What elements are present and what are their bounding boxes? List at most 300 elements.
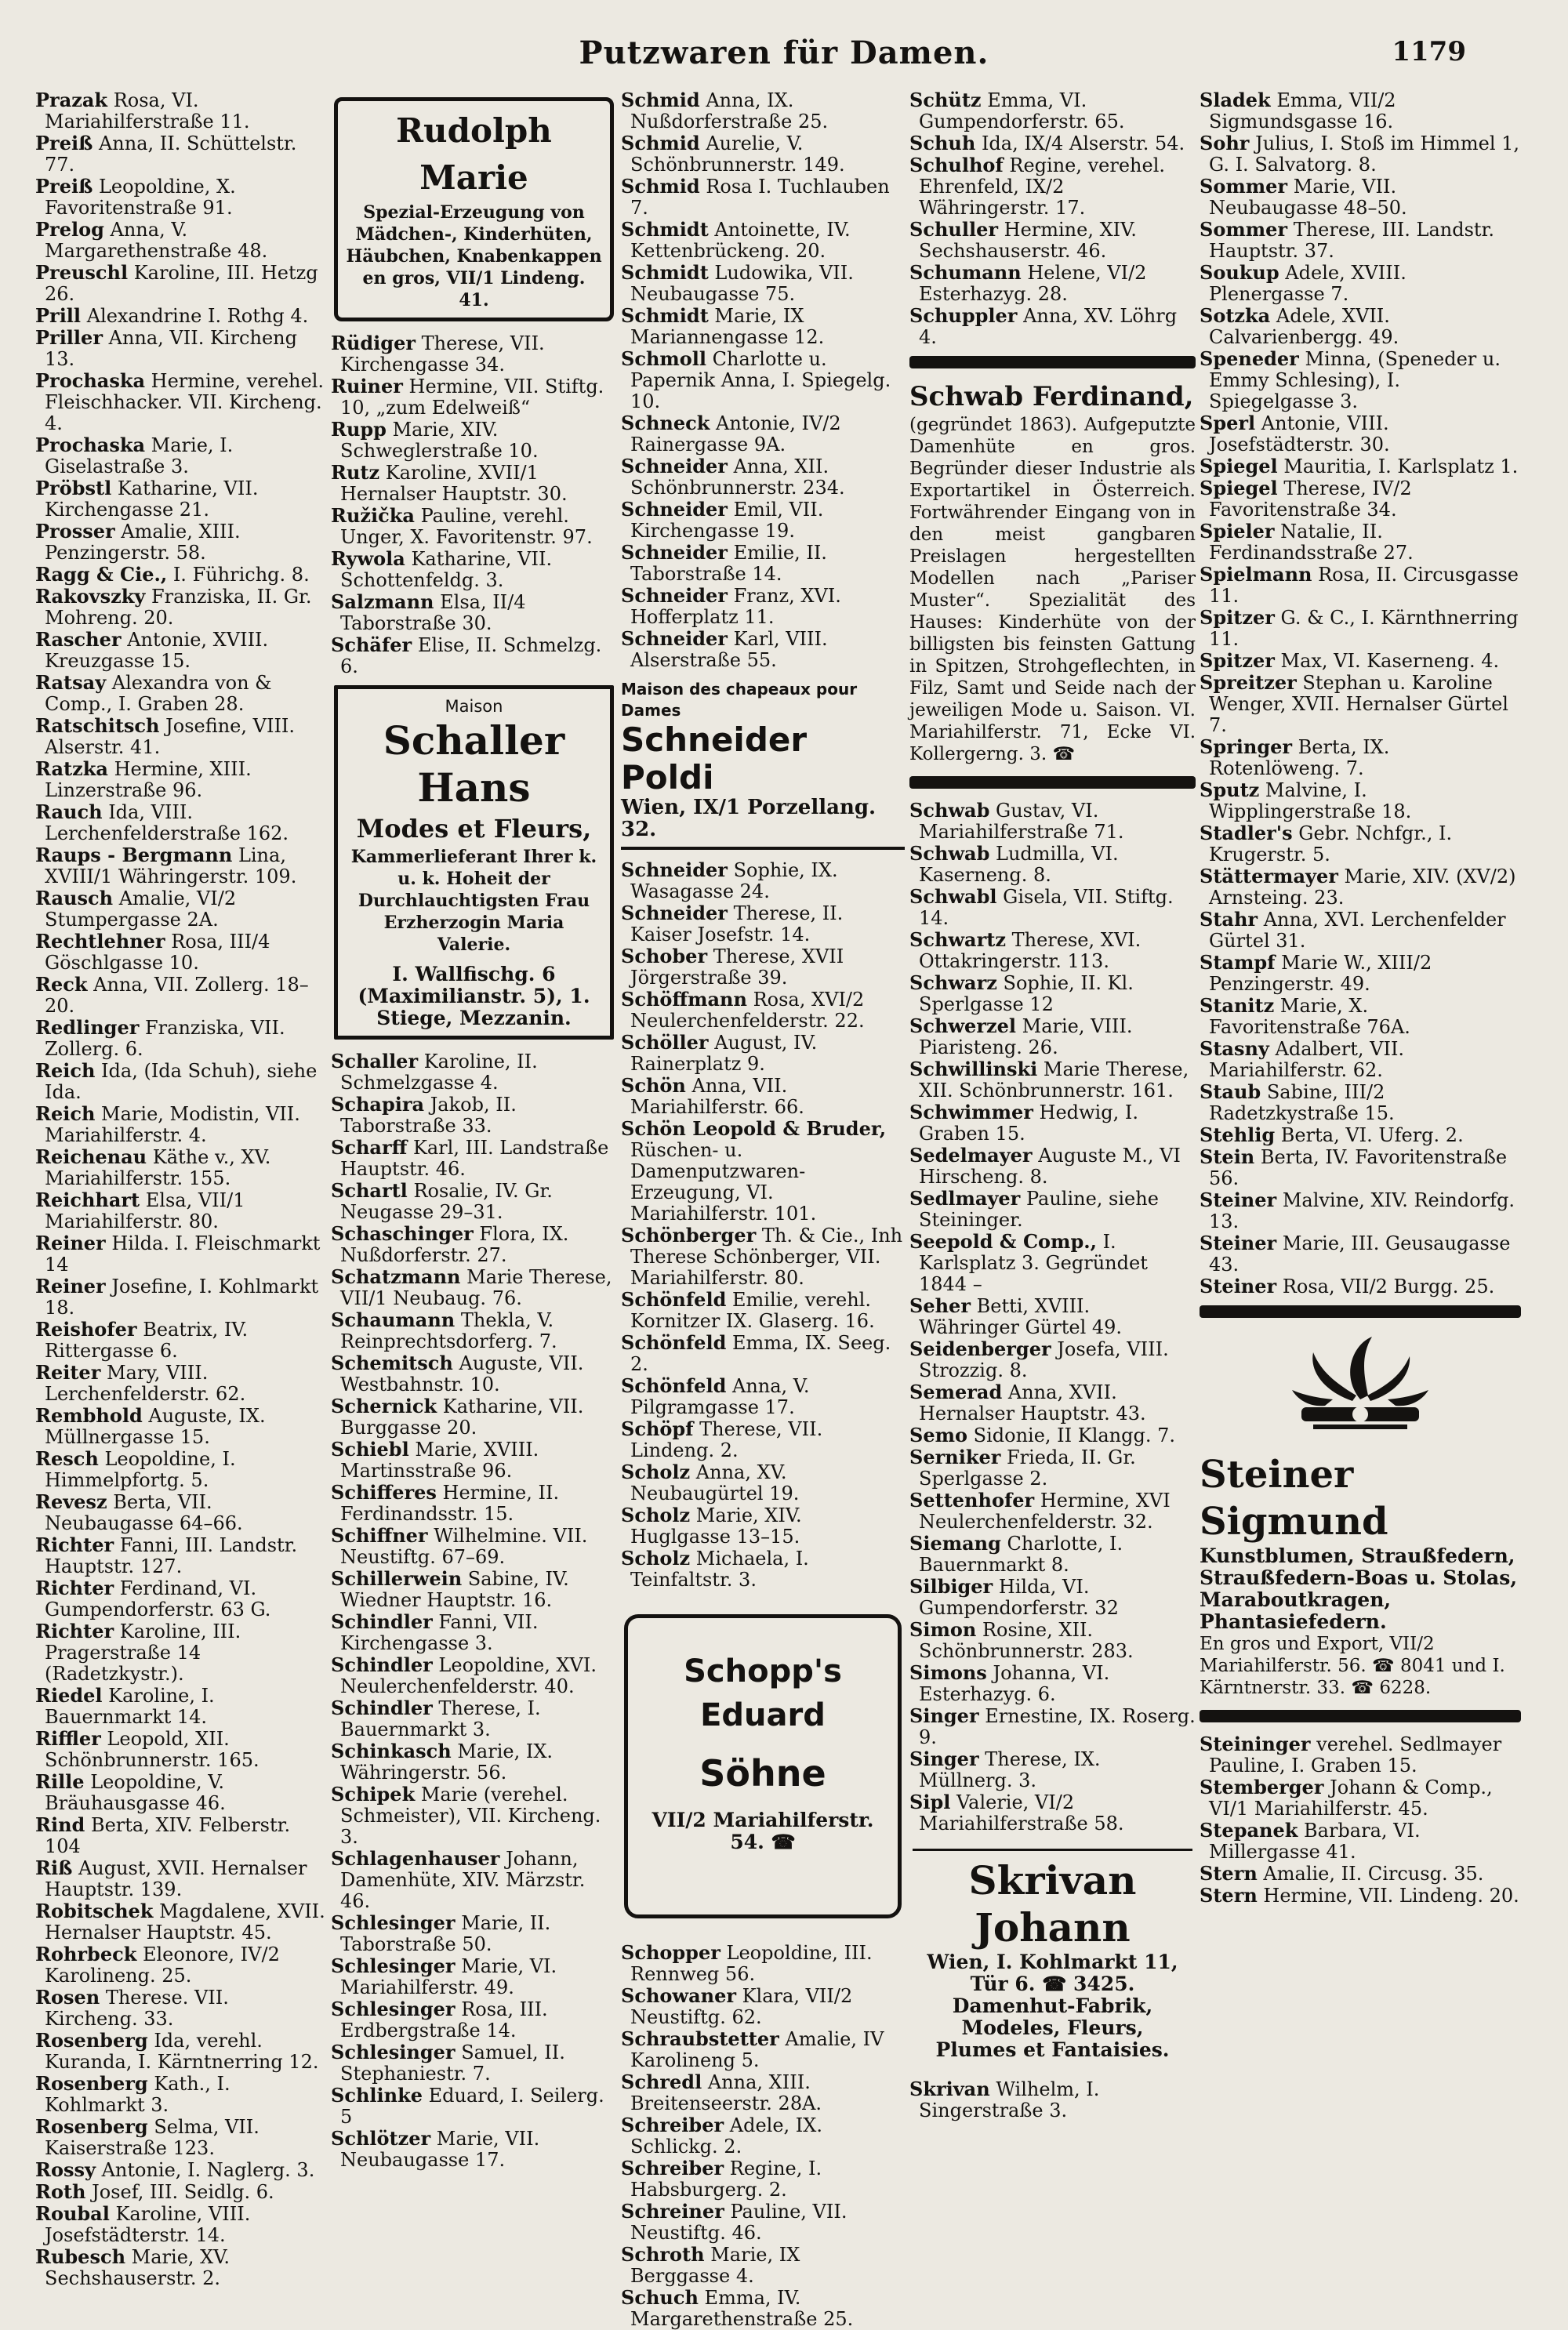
- entry-name: Steiner: [1200, 1275, 1277, 1297]
- directory-entry: [909, 929, 1196, 972]
- entry-details: Marie, II. Taborstraße 50.: [340, 1912, 551, 1955]
- directory-entry: [1200, 1885, 1521, 1907]
- entry-name: Riß: [35, 1856, 73, 1879]
- entry-details: Leopoldine, I. Himmelpfortg. 5.: [45, 1448, 236, 1491]
- directory-entry: [35, 1319, 325, 1362]
- directory-entry: [35, 521, 325, 564]
- entry-details: Emma, IX. Seeg. 2.: [630, 1332, 891, 1375]
- entry-details: Marie, XVIII. Martinsstraße 96.: [340, 1439, 539, 1482]
- ad-tagline: Maison des chapeaux pour Dames: [621, 680, 858, 720]
- entry-name: Stern: [1200, 1884, 1258, 1907]
- entry-name: Schreiber: [621, 2157, 724, 2179]
- entry-name: Rakovszky: [35, 585, 146, 608]
- entry-details: Sophie, II. Kl. Sperlgasse 12: [919, 972, 1134, 1015]
- directory-entry: [35, 1771, 325, 1814]
- entry-name: Richter: [35, 1620, 114, 1642]
- directory-entry: [621, 2244, 905, 2287]
- entry-details: Josefa, VIII. Strozzig. 8.: [919, 1338, 1169, 1381]
- ad-address: VII/2 Mariahilferstr. 54. ☎: [652, 1809, 874, 1853]
- entry-details: Sidonie, II Klangg. 7.: [973, 1424, 1176, 1446]
- directory-entry: [909, 305, 1196, 348]
- entry-name: Reichhart: [35, 1189, 140, 1211]
- directory-entry: [621, 412, 905, 455]
- entry-name: Silbiger: [909, 1575, 993, 1598]
- entry-details: Hermine, VII. Lindeng. 20.: [1263, 1885, 1519, 1907]
- entry-details: Fanni, VII. Kirchengasse 3.: [340, 1611, 539, 1654]
- entry-details: Therese, XVI. Ottakringerstr. 113.: [919, 929, 1142, 972]
- entry-details: Rosa I. Tuchlauben 7.: [630, 176, 890, 219]
- entry-name: Sperl: [1200, 412, 1256, 434]
- entry-details: Amalie, VI/2 Stumpergasse 2A.: [45, 887, 237, 931]
- entry-name: Schwabl: [909, 885, 997, 908]
- entry-name: Roth: [35, 2180, 86, 2203]
- entry-details: Sophie, IX. Wasagasse 24.: [630, 859, 838, 902]
- entry-details: Sabine, IV. Wiedner Hauptstr. 16.: [340, 1568, 569, 1611]
- entry-details: Natalie, II. Ferdinandsstraße 27.: [1209, 521, 1414, 564]
- directory-entry: [909, 1101, 1196, 1145]
- entry-list: [909, 89, 1196, 348]
- entry-details: Mary, VIII. Lerchenfelderstr. 62.: [45, 1362, 246, 1405]
- entry-name: Reck: [35, 973, 88, 996]
- entry-name: Sohr: [1200, 132, 1250, 154]
- entry-details: Elise, II. Schmelzg. 6.: [340, 634, 602, 677]
- entry-name: Schneider: [621, 541, 728, 564]
- entry-details: Klara, VII/2 Neustiftg. 62.: [630, 1985, 853, 2028]
- ad-title: Steiner Sigmund: [1200, 1453, 1388, 1544]
- entry-name: Sipl: [909, 1791, 951, 1813]
- ad-text: Kunstblumen, Straußfedern, Straußfedern-Boas u. Stolas, Maraboutkragen, Phantasiefedern.: [1200, 1544, 1518, 1633]
- entry-name: Priller: [35, 326, 103, 349]
- entry-details: August, IV. Rainerplatz 9.: [630, 1032, 818, 1075]
- entry-details: Franziska, II. Gr. Mohreng. 20.: [45, 586, 312, 629]
- entry-name: Roubal: [35, 2202, 110, 2225]
- directory-entry: [331, 1223, 617, 1266]
- entry-name: Schreiber: [621, 2114, 724, 2136]
- entry-details: Marie, I. Giselastraße 3.: [45, 434, 234, 477]
- entry-details: Auguste M., VI Hirscheng. 8.: [919, 1145, 1181, 1188]
- entry-name: Schöller: [621, 1031, 709, 1054]
- entry-name: Ratschitsch: [35, 714, 160, 737]
- directory-entry: [909, 1705, 1196, 1748]
- entry-details: Rosa, VI. Mariahilferstraße 11.: [45, 89, 250, 132]
- directory-entry: [1200, 650, 1521, 672]
- entry-name: Soukup: [1200, 261, 1279, 284]
- entry-list: [909, 2078, 1196, 2121]
- directory-entry: [331, 1525, 617, 1568]
- entry-name: Semo: [909, 1424, 968, 1446]
- entry-details: Therese, VII. Kirchengasse 34.: [340, 332, 545, 376]
- entry-name: Steiner: [1200, 1189, 1277, 1211]
- entry-details: Regine, verehel. Ehrenfeld, IX/2 Währingerstr. 17.: [919, 154, 1166, 219]
- entry-details: Berta, VII. Neubaugasse 64–66.: [45, 1491, 243, 1534]
- directory-entry: [1200, 305, 1521, 348]
- entry-details: Adele, IX. Schlickg. 2.: [630, 2114, 822, 2158]
- directory-entry: [35, 370, 325, 434]
- entry-details: Hermine, XIV. Sechshauserstr. 46.: [919, 219, 1137, 262]
- entry-name: Reichenau: [35, 1145, 147, 1168]
- entry-details: Beatrix, IV. Rittergasse 6.: [45, 1319, 249, 1362]
- entry-name: Rüdiger: [331, 332, 416, 354]
- ad-text-2: En gros und Export, VII/2 Mariahilferstr. 56. ☎ 8041 und I. Kärntnerstr. 33. ☎ 6228.: [1200, 1634, 1505, 1698]
- entry-details: verehel. Sedlmayer Pauline, I. Graben 15.: [1209, 1733, 1502, 1777]
- entry-name: Reiter: [35, 1361, 101, 1384]
- directory-entry: [35, 758, 325, 801]
- entry-name: Singer: [909, 1748, 979, 1770]
- directory-entry: [1200, 779, 1521, 822]
- entry-name: Reiner: [35, 1275, 106, 1297]
- entry-name: Prazak: [35, 89, 108, 111]
- entry-name: Ratsay: [35, 671, 107, 694]
- entry-details: Mauritia, I. Karlsplatz 1.: [1283, 455, 1519, 477]
- entry-name: Schiebl: [331, 1438, 409, 1461]
- entry-list: [621, 859, 905, 1591]
- entry-details: Antonie, I. Naglerg. 3.: [101, 2159, 315, 2181]
- directory-entry: [1200, 995, 1521, 1038]
- ad-subtitle: Modes et Fleurs,: [356, 814, 592, 844]
- entry-details: Leopoldine, XVI. Neulerchenfelderstr. 40.: [340, 1654, 597, 1697]
- entry-name: Staub: [1200, 1080, 1261, 1103]
- entry-details: Helene, VI/2 Esterhazyg. 28.: [919, 262, 1147, 305]
- ad-title: Schwab Ferdinand,: [909, 381, 1194, 412]
- divider: [909, 356, 1196, 368]
- directory-entry: [35, 2073, 325, 2116]
- entry-details: Rosa, XVI/2 Neulerchenfelderstr. 22.: [630, 989, 865, 1032]
- entry-name: Schwab: [909, 799, 990, 822]
- entry-details: Leopoldine, V. Bräuhausgasse 46.: [45, 1771, 226, 1814]
- entry-name: Pröbstl: [35, 477, 112, 499]
- entry-details: Hilda. I. Fleischmarkt 14: [45, 1232, 321, 1276]
- entry-details: Eduard, I. Seilerg. 5: [340, 2085, 604, 2128]
- entry-name: Stern: [1200, 1862, 1258, 1885]
- entry-details: Fanni, III. Landstr. Hauptstr. 127.: [45, 1534, 298, 1577]
- entry-name: Settenhofer: [909, 1489, 1035, 1512]
- entry-name: Seidenberger: [909, 1337, 1051, 1360]
- entry-list: [331, 332, 617, 677]
- entry-details: Johanna, VI. Esterhazyg. 6.: [919, 1662, 1110, 1705]
- directory-entry: [331, 1740, 617, 1784]
- directory-entry: [621, 1548, 905, 1591]
- page-number: 1179: [1392, 36, 1466, 67]
- entry-name: Rembhold: [35, 1404, 143, 1427]
- entry-details: Therese, IV/2 Favoritenstraße 34.: [1209, 477, 1412, 521]
- entry-name: Skrivan: [909, 2078, 990, 2100]
- entry-details: Marie, XIV. Huglgasse 13–15.: [630, 1504, 802, 1548]
- entry-name: Rutz: [331, 461, 380, 484]
- directory-entry: [621, 945, 905, 989]
- ad-title: Skrivan Johann: [968, 1857, 1137, 1951]
- entry-name: Semerad: [909, 1381, 1003, 1403]
- entry-name: Schön Leopold & Bruder,: [621, 1117, 887, 1140]
- directory-entry: [1200, 736, 1521, 779]
- directory-entry: [331, 1611, 617, 1654]
- entry-details: Selma, VII. Kaiserstraße 123.: [45, 2116, 260, 2159]
- entry-name: Spitzer: [1200, 649, 1275, 672]
- entry-details: Therese, III. Landstr. Hauptstr. 37.: [1209, 219, 1494, 262]
- entry-name: Spitzer: [1200, 606, 1275, 629]
- entry-name: Spielmann: [1200, 563, 1312, 586]
- directory-entry: [1200, 1189, 1521, 1232]
- directory-entry: [621, 859, 905, 902]
- entry-details: Hedwig, I. Graben 15.: [919, 1101, 1138, 1145]
- directory-entry: [1200, 1863, 1521, 1885]
- entry-details: Elsa, VII/1 Mariahilferstr. 80.: [45, 1189, 245, 1232]
- directory-entry: [35, 1857, 325, 1900]
- entry-details: Barbara, VI. Millergasse 41.: [1209, 1820, 1421, 1863]
- entry-name: Ragg & Cie.,: [35, 563, 168, 586]
- entry-details: Wilhelm, I. Singerstraße 3.: [919, 2078, 1100, 2121]
- entry-name: Schindler: [331, 1697, 433, 1719]
- directory-entry: [35, 1620, 325, 1685]
- entry-details: Anna, XVII. Hernalser Hauptstr. 43.: [919, 1381, 1146, 1424]
- entry-details: Anna, XII. Schönbrunnerstr. 234.: [630, 455, 845, 499]
- directory-entry: [909, 1058, 1196, 1101]
- entry-details: Rüschen- u. Damenputzwaren-Erzeugung, VI. Mariahilferstr. 101.: [630, 1139, 817, 1225]
- entry-name: Revesz: [35, 1490, 107, 1513]
- entry-details: Rosa, VII/2 Burgg. 25.: [1282, 1276, 1495, 1297]
- entry-details: Betti, XVIII. Währinger Gürtel 49.: [919, 1295, 1123, 1338]
- entry-details: Anna, V. Pilgramgasse 17.: [630, 1375, 810, 1418]
- directory-entry: [1200, 1146, 1521, 1189]
- entry-name: Schmid: [621, 132, 700, 154]
- directory-entry: [1200, 1124, 1521, 1146]
- ad-text: Wien, I. Kohlmarkt 11, Tür 6. ☎ 3425. Damenhut-Fabrik, Modeles, Fleurs, Plumes et Fantaisies.: [927, 1951, 1178, 2061]
- entry-details: Anna, XV. Neubaugürtel 19.: [630, 1461, 800, 1504]
- entry-name: Schwillinski: [909, 1058, 1038, 1080]
- directory-entry: [331, 1654, 617, 1697]
- entry-name: Sommer: [1200, 175, 1288, 198]
- entry-details: Elsa, II/4 Taborstraße 30.: [340, 591, 526, 634]
- entry-name: Redlinger: [35, 1016, 140, 1039]
- directory-entry: [909, 1791, 1196, 1835]
- entry-name: Rauch: [35, 800, 103, 823]
- entry-details: Berta, IV. Favoritenstraße 56.: [1209, 1146, 1508, 1189]
- directory-entry: [35, 1103, 325, 1146]
- directory-entry: [331, 462, 617, 505]
- entry-name: Stampf: [1200, 951, 1276, 974]
- directory-entry: [331, 1697, 617, 1740]
- directory-entry: [909, 1490, 1196, 1533]
- directory-entry: [909, 843, 1196, 886]
- entry-name: Spiegel: [1200, 455, 1278, 477]
- entry-name: Rohrbeck: [35, 1943, 137, 1965]
- directory-entry: [621, 455, 905, 499]
- entry-name: Reich: [35, 1059, 96, 1082]
- entry-name: Schwarz: [909, 971, 997, 994]
- directory-entry: [331, 1848, 617, 1912]
- entry-details: Hermine, XVI Neulerchenfelderstr. 32.: [919, 1490, 1171, 1533]
- entry-name: Prochaska: [35, 369, 146, 392]
- directory-entry: [35, 1189, 325, 1232]
- entry-details: Marie, VI. Mariahilferstr. 49.: [340, 1955, 557, 1998]
- entry-name: Sputz: [1200, 778, 1260, 801]
- directory-entry: [35, 887, 325, 931]
- entry-details: Emma, IV. Margarethenstraße 25.: [630, 2287, 854, 2330]
- entry-details: Johann & Comp., VI/1 Mariahilferstr. 45.: [1209, 1777, 1493, 1820]
- entry-name: Schuh: [909, 132, 976, 154]
- advertisement-schwab-ferdinand: [909, 379, 1196, 765]
- directory-entry: [1200, 1820, 1521, 1863]
- entry-details: Katharine, VII. Schottenfeldg. 3.: [340, 548, 553, 591]
- directory-entry: [35, 89, 325, 132]
- directory-entry: [1200, 132, 1521, 176]
- entry-details: Berta, VI. Uferg. 2.: [1280, 1124, 1464, 1146]
- entry-details: Karl, III. Landstraße Hauptstr. 46.: [340, 1137, 609, 1180]
- entry-name: Schmoll: [621, 347, 707, 370]
- entry-name: Schapira: [331, 1093, 425, 1116]
- directory-entry: [621, 2028, 905, 2071]
- entry-details: Amalie, XIII. Penzingerstr. 58.: [45, 521, 241, 564]
- entry-details: Therese, XVII Jörgerstraße 39.: [630, 945, 844, 989]
- entry-details: Leopoldine, III. Rennweg 56.: [630, 1942, 873, 1985]
- entry-details: Anna, VII. Mariahilferstr. 66.: [630, 1075, 804, 1118]
- entry-details: Alexandrine I. Rothg 4.: [86, 305, 309, 327]
- entry-details: Therese. VII. Kircheng. 33.: [45, 1987, 229, 2030]
- directory-entry: [909, 219, 1196, 262]
- entry-details: Emilie, II. Taborstraße 14.: [630, 542, 827, 585]
- directory-entry: [331, 1568, 617, 1611]
- entry-name: Schneider: [621, 455, 728, 477]
- entry-details: Rosa, III. Erdbergstraße 14.: [340, 1998, 548, 2041]
- directory-entry: [909, 132, 1196, 154]
- divider: [621, 847, 905, 850]
- entry-name: Schwimmer: [909, 1101, 1033, 1123]
- entry-details: Kath., I. Kohlmarkt 3.: [45, 2073, 230, 2116]
- entry-details: Marie, XIV. Schweglerstraße 10.: [340, 419, 539, 462]
- entry-list: [35, 89, 325, 2289]
- directory-entry: [621, 1332, 905, 1375]
- entry-details: Marie, X. Favoritenstraße 76A.: [1209, 995, 1410, 1038]
- entry-details: Therese, II. Kaiser Josefstr. 14.: [630, 902, 844, 945]
- entry-name: Preiß: [35, 132, 93, 154]
- entry-details: Auguste, IX. Müllnergasse 15.: [45, 1405, 266, 1448]
- entry-name: Schaller: [331, 1050, 419, 1072]
- entry-details: Regine, I. Habsburgerg. 2.: [630, 2158, 822, 2201]
- directory-entry: [621, 1418, 905, 1461]
- directory-entry: [621, 585, 905, 628]
- column-5: [1200, 89, 1521, 2002]
- entry-name: Schlesinger: [331, 1954, 456, 1977]
- directory-entry: [331, 419, 617, 462]
- entry-details: Amalie, IV Karolineng 5.: [630, 2028, 884, 2071]
- entry-list: [621, 1942, 905, 2330]
- ad-title: Schaller Hans: [383, 717, 565, 811]
- entry-name: Schneider: [621, 584, 728, 607]
- entry-name: Schowaner: [621, 1984, 736, 2007]
- directory-entry: [909, 1576, 1196, 1619]
- entry-name: Sladek: [1200, 89, 1271, 111]
- directory-entry: [35, 477, 325, 521]
- ad-text: (gegründet 1863). Aufgeputzte Damenhüte en gros. Begründer dieser Industrie als Exportartikel in Österreich. Fortwährender Eingang von in den meist gangbaren Preislagen hergestellten Modellen nach „Pariser Muster“. Spezialität des Hauses: Kinderhüte von der billigsten bis feinsten Gattung in Spitzen, Strohgeflechten, in Filz, Samt und Seide nach der jeweiligen Mode u. Saison. VI. Mariahilferstr. 71, Ecke VI. Kollergerng. 3. ☎: [909, 415, 1196, 764]
- directory-entry: [35, 132, 325, 176]
- entry-details: Hermine, XIII. Linzerstraße 96.: [45, 758, 252, 801]
- directory-entry: [621, 542, 905, 585]
- entry-name: Schober: [621, 945, 708, 967]
- entry-details: Josefine, I. Kohlmarkt 18.: [45, 1276, 319, 1319]
- entry-name: Prochaska: [35, 434, 146, 456]
- entry-details: Max, VI. Kaserneng. 4.: [1280, 650, 1500, 672]
- directory-entry: [909, 2078, 1196, 2121]
- entry-name: Schmid: [621, 175, 700, 198]
- directory-entry: [35, 2159, 325, 2181]
- directory-entry: [35, 974, 325, 1017]
- advertisement-skrivan-johann: [913, 1849, 1192, 2067]
- entry-details: Marie, VII. Neubaugasse 17.: [340, 2128, 540, 2171]
- directory-entry: [331, 1439, 617, 1482]
- directory-entry: [35, 1987, 325, 2030]
- ad-address: I. Wallfischg. 6 (Maximilianstr. 5), 1. Stiege, Mezzanin.: [358, 963, 590, 1029]
- directory-entry: [35, 2246, 325, 2289]
- entry-name: Schindler: [331, 1610, 433, 1633]
- entry-details: Ferdinand, VI. Gumpendorferstr. 63 G.: [45, 1577, 271, 1620]
- entry-name: Reiner: [35, 1232, 106, 1254]
- directory-entry: [331, 1094, 617, 1137]
- entry-name: Schöpf: [621, 1417, 694, 1440]
- entry-name: Schulhof: [909, 154, 1004, 176]
- directory-entry: [1200, 348, 1521, 412]
- directory-entry: [909, 1662, 1196, 1705]
- entry-details: Anna, XVI. Lerchenfelder Gürtel 31.: [1209, 909, 1506, 952]
- entry-details: Katharine, VII. Kirchengasse 21.: [45, 477, 259, 521]
- directory-entry: [1200, 219, 1521, 262]
- entry-details: Ida, IX/4 Alserstr. 54.: [981, 132, 1185, 154]
- entry-details: Minna, (Speneder u. Emmy Schlesing), I. Spiegelgasse 3.: [1209, 348, 1501, 412]
- entry-details: Käthe v., XV. Mariahilferstr. 155.: [45, 1146, 271, 1189]
- entry-details: Jakob, II. Taborstraße 33.: [340, 1094, 517, 1137]
- entry-details: Antonie, XVIII. Kreuzgasse 15.: [45, 629, 269, 672]
- entry-name: Stemberger: [1200, 1776, 1324, 1798]
- directory-entry: [621, 1289, 905, 1332]
- entry-details: Marie, IX Mariannengasse 12.: [630, 305, 825, 348]
- entry-details: Josef, III. Seidlg. 6.: [92, 2181, 274, 2203]
- entry-details: Adalbert, VII. Mariahilferstr. 62.: [1209, 1038, 1405, 1081]
- directory-entry: [621, 1985, 905, 2028]
- directory-entry: [621, 348, 905, 412]
- entry-details: Frieda, II. Gr. Sperlgasse 2.: [919, 1446, 1136, 1490]
- directory-entry: [35, 1362, 325, 1405]
- directory-entry: [35, 2116, 325, 2159]
- entry-name: Schlesinger: [331, 1998, 456, 2020]
- entry-details: Pauline, siehe Steininger.: [919, 1188, 1159, 1231]
- advertisement-schaller-hans: [334, 685, 614, 1040]
- entry-name: Schindler: [331, 1653, 433, 1676]
- entry-name: Salzmann: [331, 590, 434, 613]
- entry-details: Anna, XIII. Breitenseerstr. 28A.: [630, 2071, 822, 2114]
- ad-address: Wien, IX/1 Porzellang. 32.: [621, 796, 877, 841]
- entry-name: Schönberger: [621, 1224, 757, 1247]
- entry-name: Scholz: [621, 1504, 691, 1526]
- entry-details: Anna, V. Margarethenstraße 48.: [45, 219, 268, 262]
- directory-entry: [331, 2041, 617, 2085]
- directory-entry: [621, 219, 905, 262]
- directory-entry: [35, 327, 325, 370]
- entry-details: Emilie, verehl. Kornitzer IX. Glaserg. 16.: [630, 1289, 875, 1332]
- entry-details: Marie Therese, VII/1 Neubaug. 76.: [340, 1266, 612, 1309]
- directory-entry: [909, 1188, 1196, 1231]
- entry-name: Scholz: [621, 1547, 691, 1570]
- directory-entry: [35, 262, 325, 305]
- directory-entry: [621, 499, 905, 542]
- directory-entry: [621, 305, 905, 348]
- entry-name: Stein: [1200, 1145, 1255, 1168]
- directory-entry: [35, 219, 325, 262]
- directory-entry: [1200, 672, 1521, 736]
- directory-entry: [331, 1266, 617, 1309]
- entry-name: Schmid: [621, 89, 700, 111]
- directory-entry: [35, 176, 325, 219]
- entry-list: [909, 800, 1196, 1835]
- entry-name: Reich: [35, 1102, 96, 1125]
- entry-details: Ida, VIII. Lerchenfelderstraße 162.: [45, 801, 289, 844]
